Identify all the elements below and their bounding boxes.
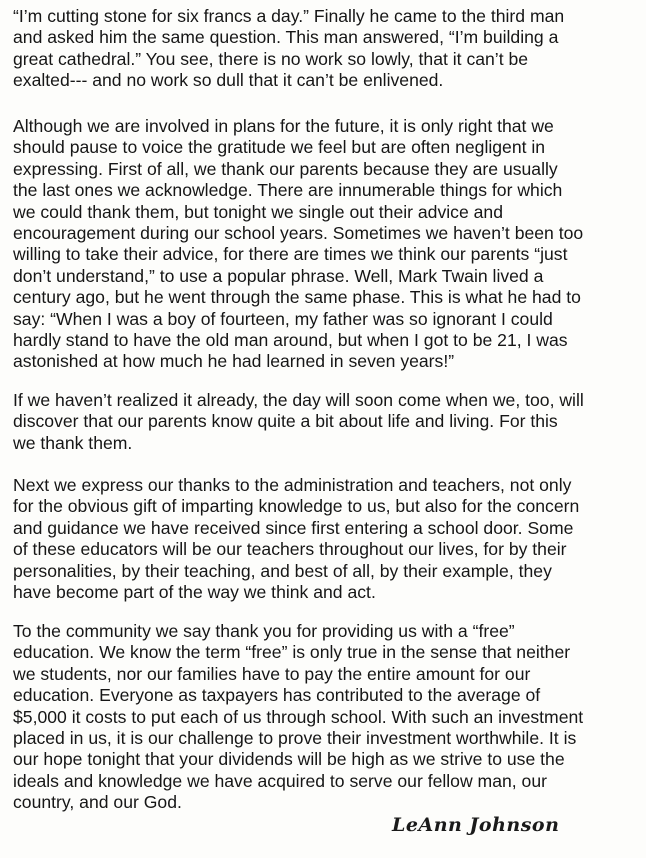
text-line: If we haven’t realized it already, the day will soon come when we, too, will xyxy=(13,390,584,410)
text-line: willing to take their advice, for there are times we think our parents “just xyxy=(13,244,568,265)
paragraph-1 xyxy=(13,6,641,92)
paragraph-2 xyxy=(13,116,641,373)
text-line: education. Everyone as taxpayers has contributed to the average of xyxy=(13,685,541,706)
text-line: we could thank them, but tonight we single out their advice and xyxy=(13,201,503,222)
text-line: of these educators will be our teachers throughout our lives, for by their xyxy=(13,539,567,560)
text-line: country, and our God. xyxy=(13,792,182,813)
text-line: don’t understand,” to use a popular phrase. Well, Mark Twain lived a xyxy=(13,265,544,286)
text-line: personalities, by their teaching, and best of all, by their example, they xyxy=(13,560,552,581)
text-line: To the community we say thank you for providing us with a “free” xyxy=(13,621,515,641)
text-line: and asked him the same question. This man answered, “I’m building a xyxy=(13,27,559,48)
signature: LeAnn Johnson xyxy=(392,814,560,836)
text-line: should pause to voice the gratitude we feel but are often negligent in xyxy=(13,137,546,158)
text-line: and guidance we have received since first entering a school door. Some xyxy=(13,517,574,538)
text-line: expressing. First of all, we thank our parents because they are usually xyxy=(13,158,558,179)
text-line: $5,000 it costs to put each of us through school. With such an investment xyxy=(13,706,584,727)
text-line: the last ones we acknowledge. There are innumerable things for which xyxy=(13,180,563,201)
text-line: we students, nor our families have to pay the entire amount for our xyxy=(13,663,531,684)
text-line: “I’m cutting stone for six francs a day.” Finally he came to the third man xyxy=(13,6,565,26)
text-line: astonished at how much he had learned in seven years!” xyxy=(13,351,455,372)
text-line: great cathedral.” You see, there is no work so lowly, that it can’t be xyxy=(13,48,529,69)
text-line: say: “When I was a boy of fourteen, my father was so ignorant I could xyxy=(13,308,553,329)
text-line: we thank them. xyxy=(13,432,133,453)
text-line: placed in us, it is our challenge to prove their investment worthwhile. It is xyxy=(13,727,577,748)
text-line: hardly stand to have the old man around, but when I got to be 21, I was xyxy=(13,329,568,350)
text-line: century ago, but he went through the same phase. This is what he had to xyxy=(13,287,581,308)
paragraph-3 xyxy=(13,390,641,454)
text-line: our hope tonight that your dividends will be high as we strive to use the xyxy=(13,749,565,770)
text-line: encouragement during our school years. Sometimes we haven’t been too xyxy=(13,222,584,243)
text-line: have become part of the way we think and act. xyxy=(13,581,376,602)
text-line: exalted--- and no work so dull that it can’t be enlivened. xyxy=(13,70,444,91)
text-line: Next we express our thanks to the administration and teachers, not only xyxy=(13,475,572,495)
text-line: discover that our parents know quite a bit about life and living. For this xyxy=(13,411,558,432)
text-line: Although we are involved in plans for the future, it is only right that we xyxy=(13,116,554,136)
text-line: for the obvious gift of imparting knowledge to us, but also for the concern xyxy=(13,496,580,517)
paragraph-4 xyxy=(13,475,641,603)
text-line: education. We know the term “free” is only true in the sense that neither xyxy=(13,642,571,663)
text-line: ideals and knowledge we have acquired to serve our fellow man, our xyxy=(13,770,547,791)
paragraph-5 xyxy=(13,621,641,814)
